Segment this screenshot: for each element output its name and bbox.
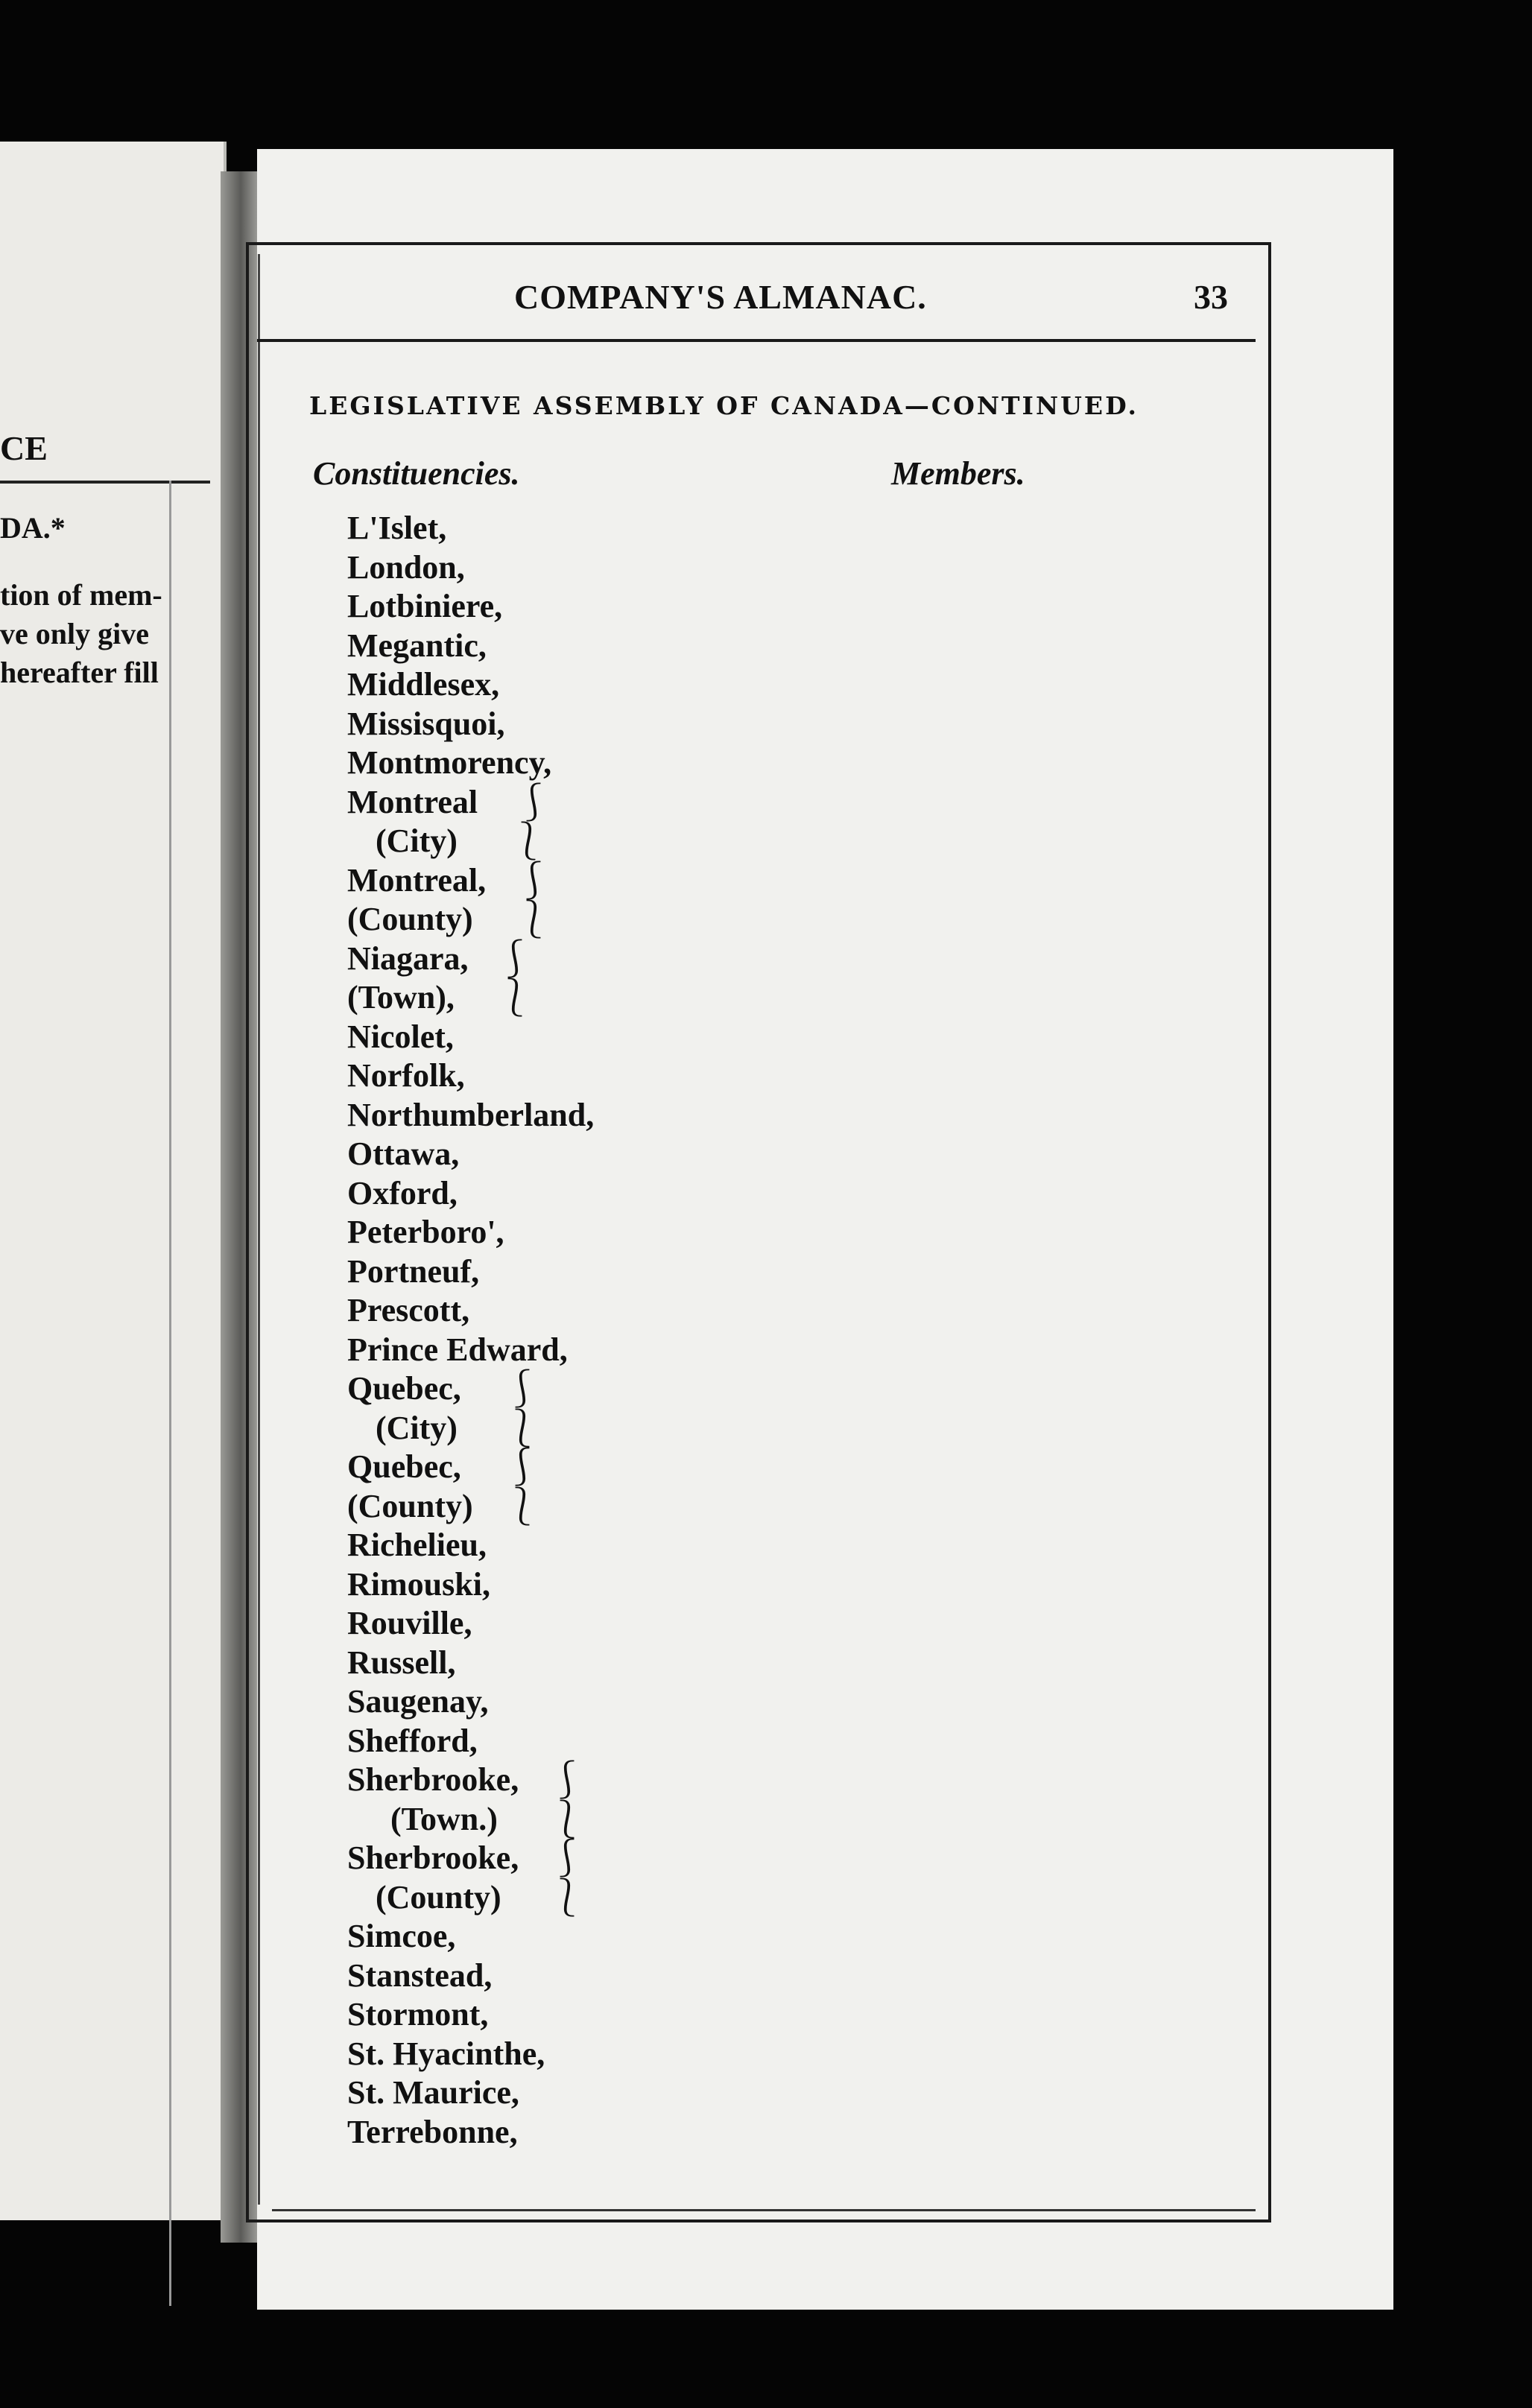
constituency-subentry: (Town.) [390, 1800, 498, 1837]
constituency-entry: Stormont, [347, 1996, 489, 2032]
constituency-entry: Prescott, [347, 1292, 470, 1328]
brace-upper-mark: ⎰ [548, 1837, 586, 1880]
constituency-entry: Montreal [347, 783, 478, 820]
constituency-entry: Richelieu, [347, 1527, 487, 1563]
constituency-entry: Missisquoi, [347, 705, 505, 742]
brace-upper-mark: ⎰ [515, 781, 552, 824]
left-page-line: tion of mem- [0, 578, 162, 612]
constituency-entry: Stanstead, [347, 1956, 493, 1994]
page-number: 33 [1194, 278, 1228, 316]
left-page-line: ve only give [0, 617, 149, 650]
constituency-entry: Russell, [347, 1644, 456, 1681]
constituency-entry: Sherbrooke, [347, 1840, 519, 1876]
constituency-entry: Peterboro', [347, 1214, 504, 1250]
brace-lower-mark: ⎱ [510, 820, 547, 863]
constituency-entry: Rimouski, [347, 1565, 490, 1603]
constituency-entry: Montreal, [347, 861, 487, 899]
constituency-entry: St. Maurice, [347, 2074, 519, 2111]
constituency-subentry: (City) [376, 1409, 458, 1446]
constituency-entry: Oxford, [347, 1174, 458, 1211]
brace-upper-mark: ⎰ [515, 859, 552, 902]
left-page-fragment [0, 142, 227, 2220]
brace-upper-mark: ⎰ [504, 1367, 541, 1410]
constituency-entry: Prince Edward, [347, 1331, 568, 1368]
constituency-entry: Simcoe, [347, 1918, 456, 1954]
constituency-entry: Montmorency, [347, 744, 552, 781]
left-page-column-rule [169, 481, 171, 2306]
constituency-entry: Portneuf, [347, 1252, 480, 1290]
constituency-entry: Shefford, [347, 1722, 478, 1759]
left-page-line: DA.* [0, 511, 66, 545]
constituency-subentry: (City) [376, 823, 458, 859]
members-column-heading: Members. [891, 455, 1025, 492]
brace-lower-mark: ⎱ [504, 1407, 541, 1450]
constituency-entry: Nicolet, [347, 1018, 454, 1055]
constituency-subentry: (County) [347, 1487, 473, 1524]
brace-lower-mark: ⎱ [496, 976, 534, 1019]
constituency-entry: Middlesex, [347, 666, 500, 703]
constituency-subentry: (County) [376, 1878, 501, 1916]
header-rule [257, 339, 1256, 342]
constituency-entry: Rouville, [347, 1605, 472, 1641]
constituency-subentry: (County) [347, 901, 473, 937]
brace-lower-mark: ⎱ [548, 1876, 586, 1919]
constituency-entry: Quebec, [347, 1370, 461, 1407]
constituency-entry: Northumberland, [347, 1096, 595, 1133]
running-head: COMPANY'S ALMANAC. [514, 278, 927, 316]
constituency-entry: London, [347, 548, 465, 586]
brace-upper-mark: ⎰ [496, 937, 534, 980]
brace-upper-mark: ⎰ [504, 1445, 541, 1489]
constituency-subentry: (Town), [347, 979, 455, 1016]
section-title: LEGISLATIVE ASSEMBLY OF CANADA—CONTINUED. [309, 391, 1139, 420]
constituency-entry: Sherbrooke, [347, 1761, 519, 1798]
brace-lower-mark: ⎱ [504, 1485, 541, 1528]
constituency-entry: Lotbiniere, [347, 588, 503, 624]
brace-upper-mark: ⎰ [548, 1758, 586, 1802]
bottom-rule [272, 2209, 1256, 2211]
constituencies-column-heading: Constituencies. [313, 455, 520, 492]
constituency-entry: Saugenay, [347, 1683, 489, 1720]
constituency-entry: Quebec, [347, 1448, 461, 1485]
constituency-entry: Terrebonne, [347, 2113, 518, 2150]
constituency-entry: Norfolk, [347, 1057, 465, 1094]
left-page-line: hereafter fill [0, 656, 159, 689]
left-page-header-rule [0, 481, 210, 484]
constituency-entry: Megantic, [347, 627, 487, 664]
constituency-entry: St. Hyacinthe, [347, 2035, 545, 2072]
brace-lower-mark: ⎱ [515, 898, 552, 941]
constituency-entry: L'Islet, [347, 510, 447, 546]
left-page-header-fragment: CE [0, 429, 48, 467]
constituency-entry: Niagara, [347, 940, 469, 977]
constituency-list [347, 509, 765, 2152]
brace-lower-mark: ⎱ [548, 1798, 586, 1841]
constituency-entry: Ottawa, [347, 1135, 460, 1172]
